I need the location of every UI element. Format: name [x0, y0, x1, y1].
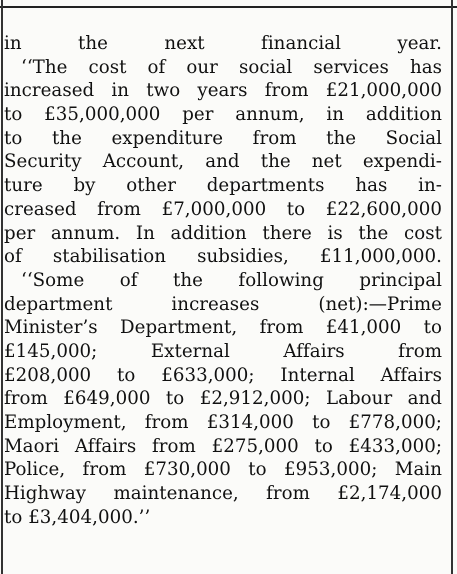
article-line: to £35,000,000 per annum, in addition: [4, 104, 442, 126]
article-line: to the expenditure from the Social: [4, 127, 442, 149]
article-line: creased from £7,000,000 to £22,600,000: [4, 198, 442, 220]
article-line: Police, from £730,000 to £953,000; Main: [4, 459, 442, 481]
article-line: £208,000 to £633,000; Internal Affairs: [4, 364, 442, 386]
article-line: of stabilisation subsidies, £11,000,000.: [4, 246, 442, 268]
article-line: Security Account, and the net expendi-: [4, 151, 442, 173]
article-line: in the next financial year.: [4, 33, 442, 54]
article-line: ture by other departments has in-: [4, 175, 442, 197]
article-line: Minister’s Department, from £41,000 to: [4, 317, 442, 339]
column-top-rule: [0, 6, 457, 8]
article-line: ‘‘The cost of our social services has: [21, 56, 442, 78]
article-line: from £649,000 to £2,912,000; Labour and: [4, 388, 442, 410]
article-line: Highway maintenance, from £2,174,000: [4, 483, 442, 505]
column-left-rule: [1, 0, 3, 574]
article-line: ‘‘Some of the following principal: [21, 269, 442, 291]
article-line: Employment, from £314,000 to £778,000;: [4, 412, 442, 433]
article-line: per annum. In addition there is the cost: [4, 222, 442, 244]
article-line: Maori Affairs from £275,000 to £433,000;: [4, 435, 442, 457]
article-line: to £3,404,000.’’: [4, 506, 151, 528]
article-line: department increases (net):—Prime: [4, 293, 442, 315]
article-line: increased in two years from £21,000,000: [4, 80, 442, 102]
article-line: £145,000; External Affairs from: [4, 340, 442, 362]
column-right-rule: [451, 0, 453, 574]
article-body: [4, 32, 442, 529]
